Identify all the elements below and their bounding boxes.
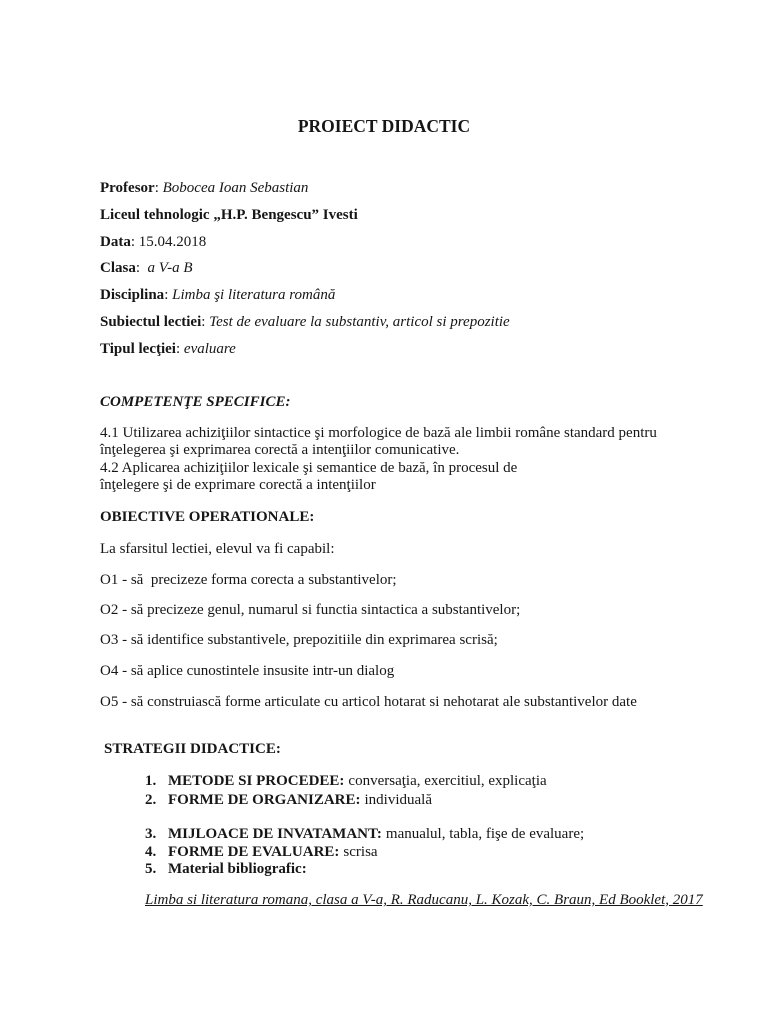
disciplina-sep: :: [164, 287, 173, 303]
profesor-value: Bobocea Ioan Sebastian: [162, 180, 309, 196]
clasa-label: Clasa: [100, 260, 136, 276]
info-subiect: [100, 314, 510, 331]
competente-item-line: înţelegere şi de exprimare corectă a intenţiilor: [100, 476, 376, 493]
strategy-label: Material bibliografic:: [168, 861, 307, 877]
competente-list: [100, 425, 657, 494]
strategy-number: 2.: [145, 792, 157, 808]
objective-item: [100, 572, 397, 589]
subiect-sep: :: [201, 314, 210, 330]
objective-text: O3 - să identifice substantivele, prepozitiile din exprimarea scrisă;: [100, 632, 498, 648]
data-sep: :: [130, 234, 139, 250]
strategy-value: individuală: [364, 792, 433, 808]
strategy-value: scrisa: [343, 844, 378, 860]
profesor-label: Profesor: [100, 180, 155, 196]
strategy-label: FORME DE ORGANIZARE:: [168, 792, 361, 808]
tip-value: evaluare: [183, 341, 236, 357]
competente-heading: [100, 394, 290, 411]
strategy-label: FORME DE EVALUARE:: [168, 844, 340, 860]
strategy-number: 5.: [145, 861, 157, 877]
strategy-number: 4.: [145, 844, 157, 860]
profesor-sep: :: [154, 180, 163, 196]
bibliography-reference: Limba si literatura romana, clasa a V-a, R. Raducanu, L. Kozak, C. Braun, Ed Booklet, 2017: [145, 892, 703, 908]
competente-item-line: 4.2 Aplicarea achiziţiilor lexicale şi semantice de bază, în procesul de: [100, 459, 518, 476]
strategy-value: manualul, tabla, fişe de evaluare;: [385, 826, 585, 842]
tip-label: Tipul lecţiei: [100, 341, 176, 357]
strategy-number: 3.: [145, 826, 157, 842]
school-name: Liceul tehnologic „H.P. Bengescu” Ivesti: [100, 207, 358, 223]
disciplina-value: Limba şi literatura română: [172, 287, 336, 303]
tip-sep: :: [175, 341, 184, 357]
page-title: PROIECT DIDACTIC: [297, 116, 471, 136]
data-label: Data: [100, 234, 131, 250]
objective-text: O5 - să construiască forme articulate cu articol hotarat si nehotarat ale substantivelor date: [100, 694, 637, 710]
objectives-intro: [100, 541, 335, 558]
info-profesor: [100, 180, 308, 197]
disciplina-label: Disciplina: [100, 287, 165, 303]
objectives-heading-text: OBIECTIVE OPERATIONALE:: [100, 509, 315, 525]
info-data: [100, 234, 206, 251]
data-value: 15.04.2018: [138, 234, 207, 250]
strategy-label: METODE SI PROCEDEE:: [168, 773, 345, 789]
strategies-heading: [104, 741, 281, 758]
objective-text: O2 - să precizeze genul, numarul si functia sintactica a substantivelor;: [100, 602, 521, 618]
clasa-sep: :: [135, 260, 148, 276]
competente-item-line: înţelegerea şi exprimarea corectă a intenţiilor comunicative.: [100, 442, 460, 459]
competente-heading-text: COMPETENŢE SPECIFICE:: [100, 394, 291, 410]
competente-item-line: 4.1 Utilizarea achiziţiilor sintactice şi morfologice de bază ale limbii române standard pentru: [100, 425, 657, 441]
objectives-heading: [100, 509, 314, 526]
objective-item: [100, 663, 394, 680]
subiect-value: Test de evaluare la substantiv, articol si prepozitie: [209, 314, 510, 330]
objectives-intro-text: La sfarsitul lectiei, elevul va fi capabil:: [100, 541, 335, 557]
strategy-item: [145, 861, 307, 878]
strategy-label: MIJLOACE DE INVATAMANT:: [168, 826, 382, 842]
info-school: [100, 207, 358, 224]
info-clasa: [100, 260, 193, 277]
strategy-number: 1.: [145, 773, 157, 789]
objective-text: O1 - să precizeze forma corecta a substantivelor;: [100, 572, 397, 588]
strategies-heading-text: STRATEGII DIDACTICE:: [104, 741, 281, 757]
subiect-label: Subiectul lectiei: [100, 314, 202, 330]
strategy-value: conversaţia, exercitiul, explicaţia: [348, 773, 547, 789]
objective-item: [100, 694, 637, 711]
strategy-item: [145, 792, 432, 809]
objective-item: [100, 632, 498, 649]
objective-item: [100, 602, 520, 619]
strategy-item: [145, 826, 584, 843]
strategy-item: [145, 773, 547, 790]
clasa-value: a V-a B: [147, 260, 193, 276]
objective-text: O4 - să aplice cunostintele insusite intr-un dialog: [100, 663, 395, 679]
info-disciplina: [100, 287, 335, 304]
info-tip: [100, 341, 236, 358]
strategy-item: [145, 844, 378, 861]
